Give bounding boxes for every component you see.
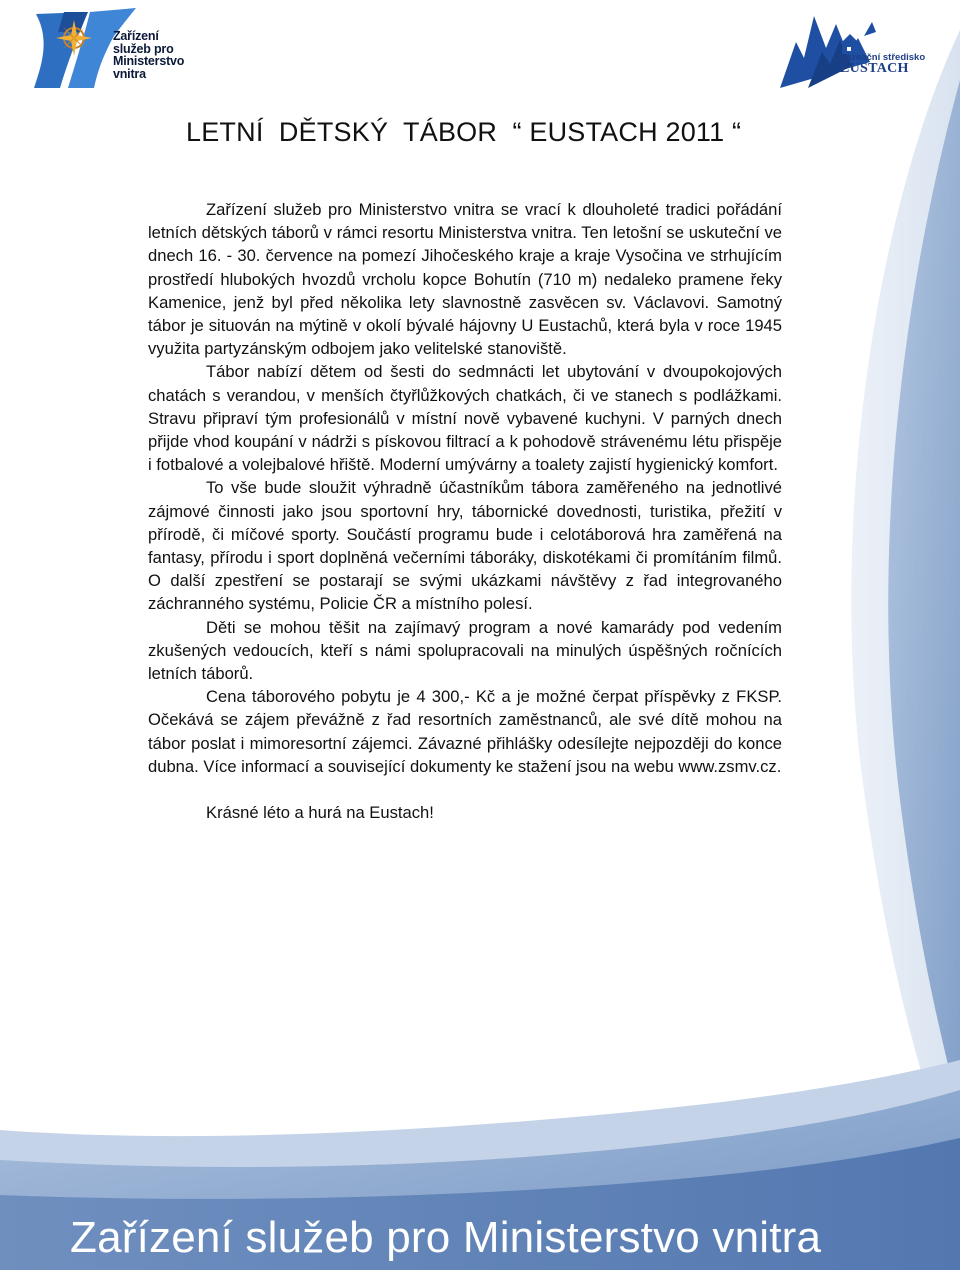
eustach-logo-subtitle: rekreační středisko [838,52,926,63]
page-title: LETNÍ DĚTSKÝ TÁBOR “ EUSTACH 2011 “ [186,117,742,147]
eustach-logo-name: EUSTACH [840,61,909,76]
paragraph: Děti se mohou těšit na zajímavý program a nové kamarády pod vedením zkušených vedoucích, kteří s námi spolupracovali na minulých úspěšných ročnících letních táborů. [148,617,782,684]
paragraph: Cena táborového pobytu je 4 300,- Kč a je možné čerpat příspěvky z FKSP. Očekává se zájem převážně z řad resortních zaměstnanců, ale své dítě mohou na tábor poslat i mimoresortní zájemci. Závazné přihlášky odesílejte nejpozději do konce dubna. Více informací a související dokumenty ke stažení jsou na webu www.zsmv.cz. [148,687,782,776]
article-body [148,198,782,824]
spacer [148,778,782,801]
paragraph: To vše bude sloužit výhradně účastníkům tábora zaměřeného na jednotlivé zájmové činnosti jako jsou sportovní hry, tábornické dovednosti, turistika, přežití v přírodě, či míčové sporty. Součástí programu bude i celotáborová hra zaměřená na fantasy, přírodu i sport doplněná večerními táboráky, diskotékami či promítáním filmů. O další zpestření se postarají se svými ukázkami návštěvy z řad integrovaného záchranného systému, Policie ČR a místního polesí. [148,478,782,614]
logo-text-line: Zařízení [113,29,159,43]
zsmv-logo-text [113,30,184,80]
logo-text-line: služeb pro [113,41,174,56]
paragraph: Tábor nabízí dětem od šesti do sedmnácti let ubytování v dvoupokojových chatách s verandou, v menších čtyřlůžkových chatkách, či ve stanech s podlážkami. Stravu připraví tým profesionálů v místní nově vybavené kuchyni. V parných dnech přijde vhod koupání v nádrži s pískovou filtrací a k pohodově strávenému létu přispěje i fotbalové a volejbalové hřiště. Moderní umývárny a toalety zajistí hygienický komfort. [148,362,782,475]
paragraph: Zařízení služeb pro Ministerstvo vnitra se vrací k dlouholeté tradici pořádání letních dětských táborů v rámci resortu Ministerstva vnitra. Ten letošní se uskuteční ve dnech 16. - 30. července na pomezí Jihočeského kraje a kraje Vysočina ve strhujícím prostředí hlubokých hvozdů vrcholu kopce Bohutín (710 m) nedaleko pramene řeky Kamenice, jenž byl před několika lety slavnostně zasvěcen sv. Václavovi. Samotný tábor je situován na mýtině v okolí bývalé hájovny U Eustachů, která byla v roce 1945 využita partyzánským odbojem jako velitelské stanoviště. [148,200,782,359]
logo-text-line: Ministerstvo [113,54,185,68]
house-icon [840,34,860,54]
footer-organization-name: Zařízení služeb pro Ministerstvo vnitra [70,1213,822,1262]
closing-line: Krásné léto a hurá na Eustach! [206,803,434,823]
logo-text-line: vnitra [113,66,146,81]
